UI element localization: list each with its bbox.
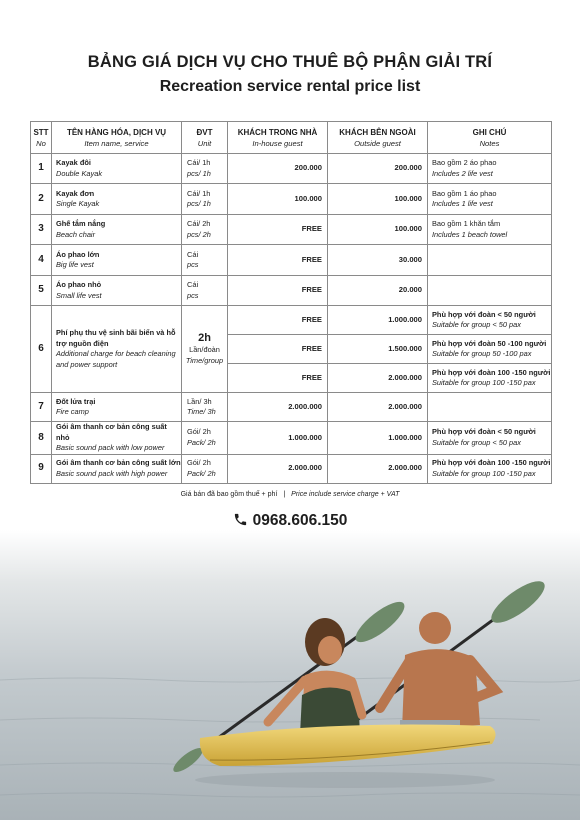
table-row <box>31 276 552 306</box>
outside-price: 2.000.000 <box>328 393 428 422</box>
unit-cell: Gói/ 2h Pack/ 2h <box>182 454 228 483</box>
inhouse-price: FREE <box>228 364 328 393</box>
row-no: 9 <box>31 454 52 483</box>
price-table <box>30 121 552 484</box>
note-cell <box>428 245 552 276</box>
header-unit: ĐVT Unit <box>182 122 228 154</box>
phone-contact[interactable] <box>0 512 580 532</box>
table-header-row <box>31 122 552 154</box>
note-cell: Bao gồm 1 áo phao Includes 1 life vest <box>428 184 552 215</box>
table-row <box>31 422 552 455</box>
inhouse-price: FREE <box>228 306 328 335</box>
note-cell: Bao gồm 1 khăn tắm Includes 1 beach towel <box>428 215 552 245</box>
unit-cell: Cái/ 1h pcs/ 1h <box>182 154 228 184</box>
kayak-reflection <box>195 772 495 788</box>
item-cell: Gói âm thanh cơ bản công suất lớn Basic sound pack with high power <box>52 454 182 483</box>
row-no: 3 <box>31 215 52 245</box>
unit-cell: Cái/ 1h pcs/ 1h <box>182 184 228 215</box>
note-cell: Phù hợp với đoàn 100 -150 người Suitable for group 100 -150 pax <box>428 454 552 483</box>
unit-cell: Cái/ 2h pcs/ 2h <box>182 215 228 245</box>
page-title-vi: BẢNG GIÁ DỊCH VỤ CHO THUÊ BỘ PHẬN GIẢI TRÍ <box>87 53 493 71</box>
outside-price: 200.000 <box>328 154 428 184</box>
inhouse-price: FREE <box>228 335 328 364</box>
phone-number: 0968.606.150 <box>252 512 348 529</box>
outside-price: 100.000 <box>328 215 428 245</box>
item-cell: Đốt lửa trại Fire camp <box>52 393 182 422</box>
table-row <box>31 215 552 245</box>
item-cell: Gói âm thanh cơ bản công suất nhỏ Basic sound pack with low power <box>52 422 182 455</box>
item-cell: Áo phao lớn Big life vest <box>52 245 182 276</box>
inhouse-price: 1.000.000 <box>228 422 328 455</box>
row-no: 6 <box>31 306 52 393</box>
row-no: 4 <box>31 245 52 276</box>
outside-price: 30.000 <box>328 245 428 276</box>
inhouse-price: FREE <box>228 276 328 306</box>
inhouse-price: FREE <box>228 245 328 276</box>
page-title-en: Recreation service rental price list <box>159 78 421 95</box>
unit-cell: Lần/ 3h Time/ 3h <box>182 393 228 422</box>
item-cell: Phí phụ thu vệ sinh bãi biển và hỗ trợ nguồn điện Additional charge for beach cleaning and power support <box>52 306 182 393</box>
unit-cell: Cái pcs <box>182 276 228 306</box>
note-cell: Phù hợp với đoàn < 50 người Suitable for group < 50 pax <box>428 422 552 455</box>
header-inhouse: KHÁCH TRONG NHÀ In-house guest <box>228 122 328 154</box>
header-no: STT No <box>31 122 52 154</box>
vat-note-vi: Giá bán đã bao gồm thuế + phí <box>180 491 278 498</box>
outside-price: 2.000.000 <box>328 364 428 393</box>
table-row <box>31 454 552 483</box>
inhouse-price: 200.000 <box>228 154 328 184</box>
header-item: TÊN HÀNG HÓA, DỊCH VỤ Item name, service <box>52 122 182 154</box>
vat-separator: | <box>283 491 286 498</box>
inhouse-price: 2.000.000 <box>228 393 328 422</box>
item-cell: Ghế tắm nắng Beach chair <box>52 215 182 245</box>
vat-note <box>0 491 580 498</box>
inhouse-price: 2.000.000 <box>228 454 328 483</box>
header-outside: KHÁCH BÊN NGOÀI Outside guest <box>328 122 428 154</box>
outside-price: 1.000.000 <box>328 422 428 455</box>
item-cell: Kayak đơn Single Kayak <box>52 184 182 215</box>
table-row <box>31 245 552 276</box>
row-no: 2 <box>31 184 52 215</box>
inhouse-price: FREE <box>228 215 328 245</box>
row-no: 7 <box>31 393 52 422</box>
outside-price: 1.000.000 <box>328 306 428 335</box>
inhouse-price: 100.000 <box>228 184 328 215</box>
item-cell: Kayak đôi Double Kayak <box>52 154 182 184</box>
note-cell: Bao gồm 2 áo phao Includes 2 life vest <box>428 154 552 184</box>
note-cell: Phù hợp với đoàn 100 -150 người Suitable for group 100 -150 pax <box>428 364 552 393</box>
outside-price: 1.500.000 <box>328 335 428 364</box>
unit-cell: Gói/ 2h Pack/ 2h <box>182 422 228 455</box>
outside-price: 20.000 <box>328 276 428 306</box>
header-notes: GHI CHÚ Notes <box>428 122 552 154</box>
note-cell: Phù hợp với đoàn 50 -100 người Suitable for group 50 -100 pax <box>428 335 552 364</box>
vat-note-en: Price include service charge + VAT <box>291 491 400 498</box>
table-row <box>31 393 552 422</box>
note-cell <box>428 276 552 306</box>
table-row <box>31 306 552 335</box>
outside-price: 100.000 <box>328 184 428 215</box>
table-row <box>31 154 552 184</box>
kayak-photo <box>0 530 580 820</box>
note-cell <box>428 393 552 422</box>
row-no: 5 <box>31 276 52 306</box>
item-cell: Áo phao nhỏ Small life vest <box>52 276 182 306</box>
row-no: 1 <box>31 154 52 184</box>
table-row <box>31 184 552 215</box>
unit-cell: Cái pcs <box>182 245 228 276</box>
phone-icon <box>233 512 248 532</box>
unit-cell: 2h Lần/đoàn Time/group <box>182 306 228 393</box>
row-no: 8 <box>31 422 52 455</box>
outside-price: 2.000.000 <box>328 454 428 483</box>
note-cell: Phù hợp với đoàn < 50 người Suitable for group < 50 pax <box>428 306 552 335</box>
